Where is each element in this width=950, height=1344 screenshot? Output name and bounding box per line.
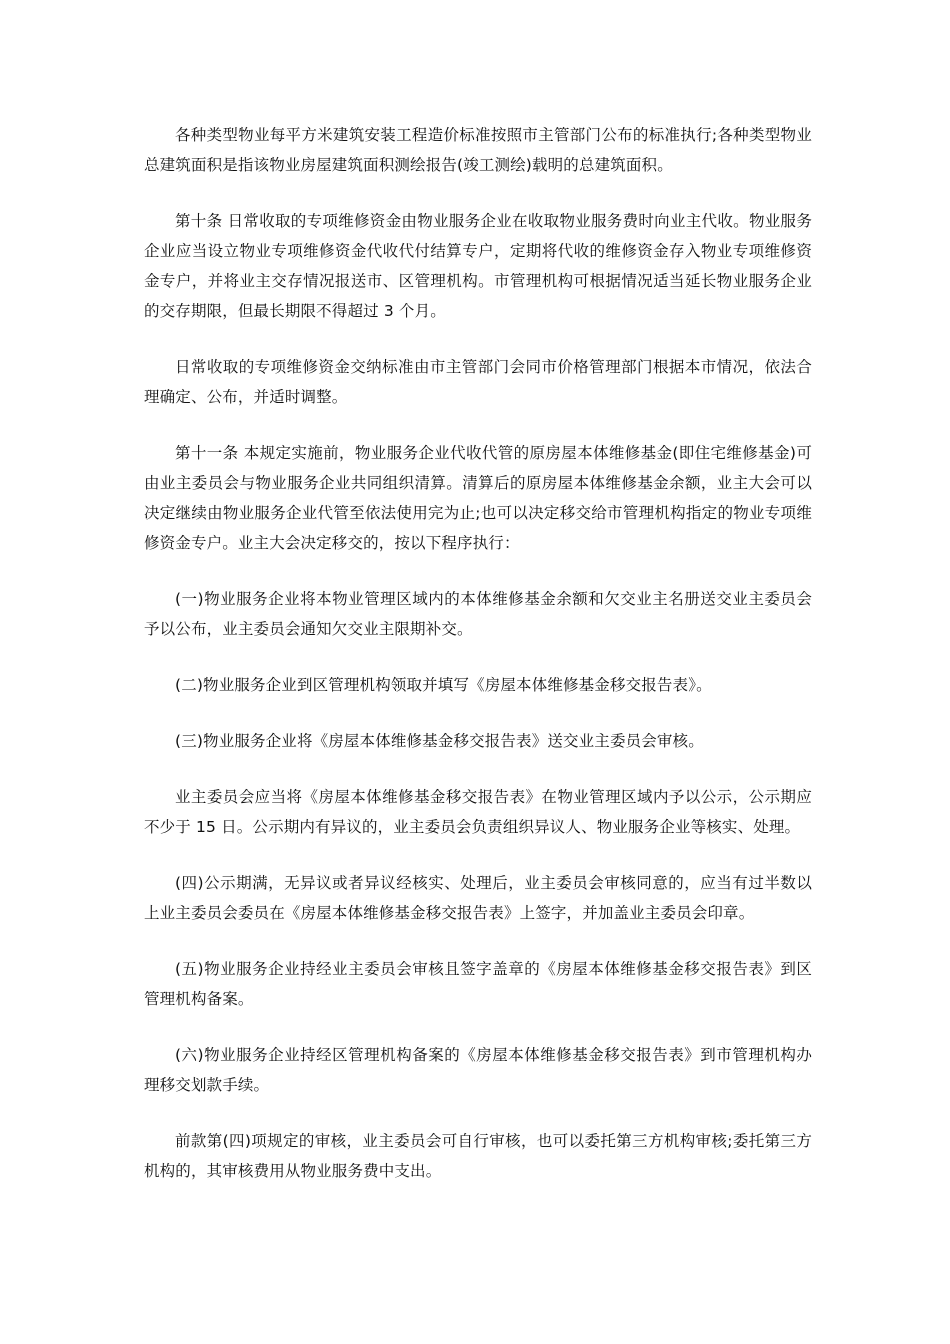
paragraph-article-10: 第十条 日常收取的专项维修资金由物业服务企业在收取物业服务费时向业主代收。物业服务企业应当设立物业专项维修资金代收代付结算专户，定期将代收的维修资金存入物业专项维修资金专户，并将业主交存情况报送市、区管理机构。市管理机构可根据情况适当延长物业服务企业的交存期限，但最长期限不得超过 3 个月。	[144, 212, 812, 320]
document-page	[144, 120, 812, 1212]
paragraph-step-2: (二)物业服务企业到区管理机构领取并填写《房屋本体维修基金移交报告表》。	[175, 676, 712, 694]
paragraph-step-1: (一)物业服务企业将本物业管理区域内的本体维修基金余额和欠交业主名册送交业主委员会予以公布，业主委员会通知欠交业主限期补交。	[144, 590, 812, 638]
paragraph-audit-note: 前款第(四)项规定的审核，业主委员会可自行审核，也可以委托第三方机构审核;委托第三方机构的，其审核费用从物业服务费中支出。	[144, 1132, 812, 1180]
paragraph-step-5: (五)物业服务企业持经业主委员会审核且签字盖章的《房屋本体维修基金移交报告表》到区管理机构备案。	[144, 960, 812, 1008]
paragraph-step-4: (四)公示期满，无异议或者异议经核实、处理后，业主委员会审核同意的，应当有过半数以上业主委员会委员在《房屋本体维修基金移交报告表》上签字，并加盖业主委员会印章。	[144, 874, 812, 922]
paragraph-step-6: (六)物业服务企业持经区管理机构备案的《房屋本体维修基金移交报告表》到市管理机构办理移交划款手续。	[144, 1046, 812, 1094]
paragraph-article-11: 第十一条 本规定实施前，物业服务企业代收代管的原房屋本体维修基金(即住宅维修基金)可由业主委员会与物业服务企业共同组织清算。清算后的原房屋本体维修基金余额，业主大会可以决定继续由物业服务企业代管至依法使用完为止;也可以决定移交给市管理机构指定的物业专项维修资金专户。业主大会决定移交的，按以下程序执行：	[144, 444, 812, 552]
paragraph-payment-standard: 日常收取的专项维修资金交纳标准由市主管部门会同市价格管理部门根据本市情况，依法合理确定、公布，并适时调整。	[144, 358, 812, 406]
paragraph-building-cost-standard: 各种类型物业每平方米建筑安装工程造价标准按照市主管部门公布的标准执行;各种类型物业总建筑面积是指该物业房屋建筑面积测绘报告(竣工测绘)载明的总建筑面积。	[144, 126, 812, 174]
paragraph-publicity: 业主委员会应当将《房屋本体维修基金移交报告表》在物业管理区域内予以公示，公示期应不少于 15 日。公示期内有异议的，业主委员会负责组织异议人、物业服务企业等核实、处理。	[144, 788, 812, 836]
paragraph-step-3: (三)物业服务企业将《房屋本体维修基金移交报告表》送交业主委员会审核。	[175, 732, 704, 750]
